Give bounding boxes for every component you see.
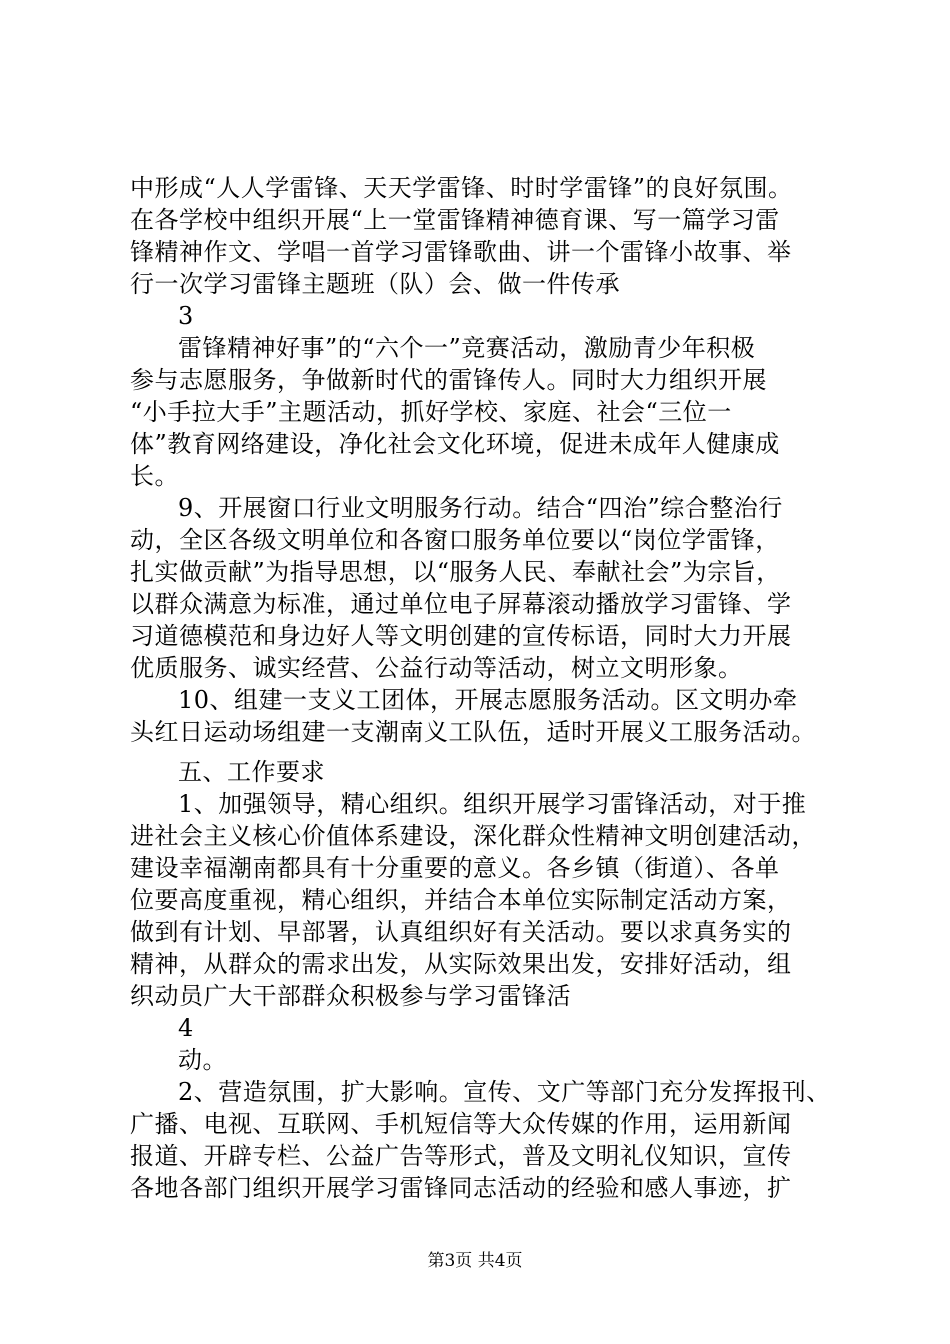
text-line: 行一次学习雷锋主题班（队）会、做一件传承 <box>130 270 620 298</box>
text-line: 1、加强领导，精心组织。组织开展学习雷锋活动，对于推 <box>178 790 807 818</box>
text-line: 报道、开辟专栏、公益广告等形式，普及文明礼仪知识，宣传 <box>130 1142 792 1170</box>
text-line: 体”教育网络建设，净化社会文化环境，促进未成年人健康成 <box>130 430 780 458</box>
text-line: 2、营造氛围，扩大影响。宣传、文广等部门充分发挥报刊、 <box>178 1078 831 1106</box>
text-line: 长。 <box>130 462 179 490</box>
page-marker: 3 <box>178 302 194 330</box>
text-line: “小手拉大手”主题活动，抓好学校、家庭、社会“三位一 <box>130 398 732 426</box>
page-footer: 第3页 共4页 <box>427 1251 523 1271</box>
text-line: 雷锋精神好事”的“六个一”竞赛活动，激励青少年积极 <box>178 334 756 362</box>
text-line: 各地各部门组织开展学习雷锋同志活动的经验和感人事迹，扩 <box>130 1174 792 1202</box>
text-line: 建设幸福潮南都具有十分重要的意义。各乡镇（街道）、各单 <box>130 854 780 882</box>
text-line: 织动员广大干部群众积极参与学习雷锋活 <box>130 982 571 1010</box>
text-line: 做到有计划、早部署，认真组织好有关活动。要以求真务实的 <box>130 918 792 946</box>
text-line: 头红日运动场组建一支潮南义工队伍，适时开展义工服务活动。 <box>130 718 816 746</box>
text-block-2 <box>130 756 830 1204</box>
text-line: 9、开展窗口行业文明服务行动。结合“四治”综合整治行 <box>178 494 783 522</box>
text-line: 在各学校中组织开展“上一堂雷锋精神德育课、写一篇学习雷 <box>130 206 780 234</box>
text-line: 锋精神作文、学唱一首学习雷锋歌曲、讲一个雷锋小故事、举 <box>130 238 792 266</box>
text-line: 扎实做贡献”为指导思想，以“服务人民、奉献社会”为宗旨， <box>130 558 781 586</box>
text-line: 广播、电视、互联网、手机短信等大众传媒的作用，运用新闻 <box>130 1110 792 1138</box>
text-line: 进社会主义核心价值体系建设，深化群众性精神文明创建活动， <box>130 822 816 850</box>
section-heading: 五、工作要求 <box>178 758 325 786</box>
text-line: 参与志愿服务，争做新时代的雷锋传人。同时大力组织开展 <box>130 366 767 394</box>
text-line: 动。 <box>178 1046 227 1074</box>
page-marker: 4 <box>178 1014 194 1042</box>
text-line: 以群众满意为标准，通过单位电子屏幕滚动播放学习雷锋、学 <box>130 590 792 618</box>
text-line: 习道德模范和身边好人等文明创建的宣传标语，同时大力开展 <box>130 622 792 650</box>
text-block-1 <box>130 172 830 748</box>
text-line: 精神，从群众的需求出发，从实际效果出发，安排好活动，组 <box>130 950 792 978</box>
text-line: 动，全区各级文明单位和各窗口服务单位要以“岗位学雷锋， <box>130 526 780 554</box>
text-line: 中形成“人人学雷锋、天天学雷锋、时时学雷锋”的良好氛围。 <box>130 174 793 202</box>
text-line: 位要高度重视，精心组织，并结合本单位实际制定活动方案， <box>130 886 792 914</box>
text-line: 10、组建一支义工团体，开展志愿服务活动。区文明办牵 <box>178 686 798 714</box>
text-line: 优质服务、诚实经营、公益行动等活动，树立文明形象。 <box>130 654 743 682</box>
